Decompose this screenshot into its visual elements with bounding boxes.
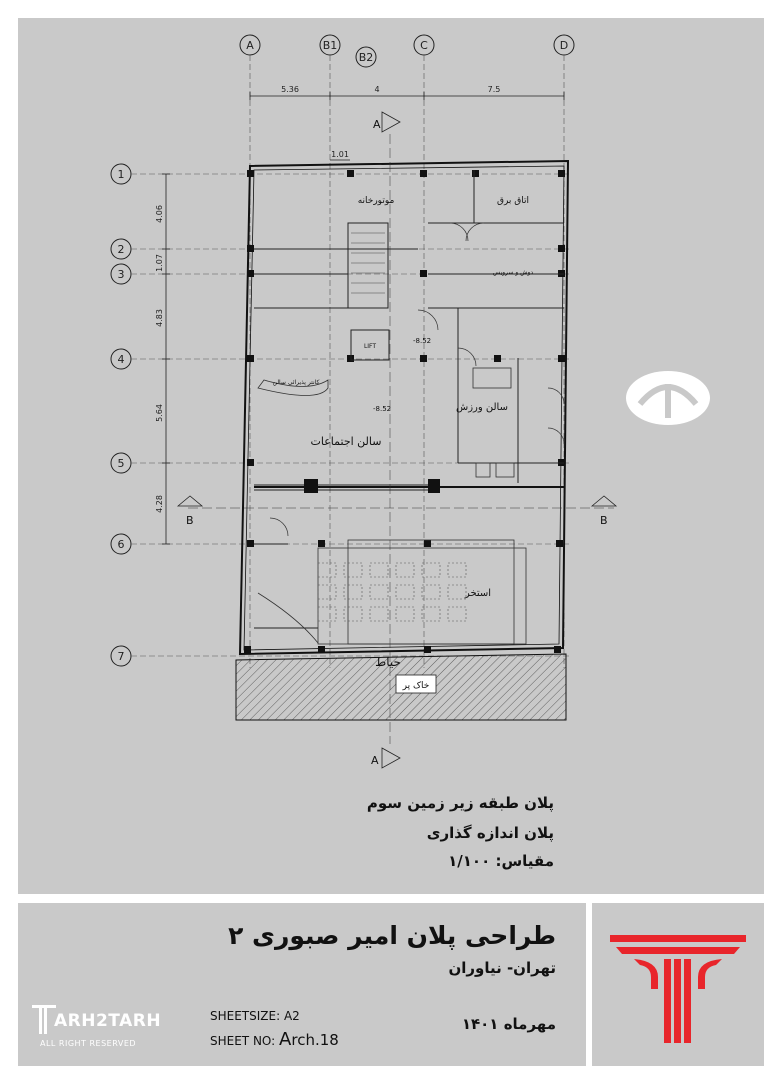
grid-row-1: 1 xyxy=(117,168,125,181)
dim-2-3: 1.07 xyxy=(155,254,164,272)
dim-b1-c: 4 xyxy=(374,85,380,94)
dim-1-2: 4.06 xyxy=(155,205,164,223)
room-pool: استخر xyxy=(464,588,492,599)
section-a-label-top: A xyxy=(373,118,381,131)
grid-row-6: 6 xyxy=(117,538,125,551)
plan-scale: مقیاس: ۱/۱۰۰ xyxy=(448,852,554,870)
structural-columns xyxy=(244,170,565,653)
grid-lines-horizontal xyxy=(131,174,570,656)
room-gathering-hall: سالن اجتماعات xyxy=(310,435,382,448)
section-b-label-right: B xyxy=(600,514,608,527)
room-yard: حیاط xyxy=(375,655,401,669)
north-arrow-icon xyxy=(626,371,710,425)
level-mark-1: -8.52 xyxy=(413,337,432,345)
logo-text: ARH2TARH xyxy=(54,1011,162,1031)
grid-row-7: 7 xyxy=(117,650,125,663)
room-lift: LIFT xyxy=(363,343,377,350)
sheet-no-label: SHEET NO: xyxy=(210,1034,280,1048)
room-reception-counter: کانتر پذیرائی سالن xyxy=(272,379,320,386)
gym-equipment xyxy=(473,368,514,477)
brand-panel xyxy=(592,903,764,1066)
pool-tiles xyxy=(318,563,466,621)
left-dimensions xyxy=(162,174,170,544)
dim-b1-offset: 1.01 xyxy=(331,150,349,159)
section-marker-a-top xyxy=(373,112,400,132)
stairs xyxy=(351,233,385,293)
building-outline xyxy=(240,161,568,654)
project-title: طراحی پلان امیر صبوری ۲ xyxy=(228,921,556,950)
level-mark-2: -8.52 xyxy=(373,405,392,413)
grid-col-b2: B2 xyxy=(358,51,374,64)
grid-lines-vertical xyxy=(250,55,564,668)
room-shower-wc: دوش و سرویس xyxy=(492,269,534,276)
grid-col-b1: B1 xyxy=(322,39,338,52)
grid-col-a: A xyxy=(246,39,254,52)
curved-path xyxy=(258,593,318,643)
project-date: مهرماه ۱۴۰۱ xyxy=(461,1015,556,1033)
section-b-label-left: B xyxy=(186,514,194,527)
floor-plan xyxy=(18,18,764,894)
grid-col-d: D xyxy=(559,39,569,52)
grid-row-bubbles xyxy=(111,164,131,666)
sheet-no-value: rch.18 xyxy=(291,1031,339,1049)
grid-col-c: C xyxy=(420,39,428,52)
plan-subtitle: پلان اندازه گذاری xyxy=(426,824,554,842)
grid-row-5: 5 xyxy=(117,457,125,470)
section-marker-b-left xyxy=(178,496,202,527)
title-block xyxy=(18,903,586,1066)
room-gym: سالن ورزش xyxy=(456,402,508,413)
grid-row-3: 3 xyxy=(117,268,125,281)
t-logo-icon xyxy=(606,917,750,1051)
drawing-sheet xyxy=(18,18,764,894)
dim-3-4: 4.83 xyxy=(155,309,164,327)
dim-c-d: 7.5 xyxy=(487,85,501,94)
sheet-size: SHEETSIZE: A2 xyxy=(210,1009,300,1023)
room-engine-room: موتورخانه xyxy=(357,196,395,206)
sheet-number xyxy=(210,1029,339,1050)
section-marker-a-bottom xyxy=(371,748,400,768)
interior-walls xyxy=(254,170,564,628)
top-dimensions xyxy=(250,92,564,160)
grid-row-2: 2 xyxy=(117,243,125,256)
section-a-label-bottom: A xyxy=(371,754,379,767)
grid-row-4: 4 xyxy=(117,353,125,366)
dim-4-5: 5.64 xyxy=(155,404,164,422)
project-location: تهران- نیاوران xyxy=(448,959,556,977)
dim-a-b1: 5.36 xyxy=(281,85,299,94)
grid-column-bubbles xyxy=(240,35,574,67)
room-earth-fill: خاک پر xyxy=(402,681,430,691)
logo-tagline: ALL RIGHT RESERVED xyxy=(40,1039,137,1048)
sheet-no-prefix: A xyxy=(279,1029,292,1050)
plan-title: پلان طبقه زیر زمین سوم xyxy=(366,794,554,812)
section-marker-b-right xyxy=(592,496,616,527)
dim-5-6: 4.28 xyxy=(155,495,164,513)
room-electric-room: اتاق برق xyxy=(496,196,530,206)
